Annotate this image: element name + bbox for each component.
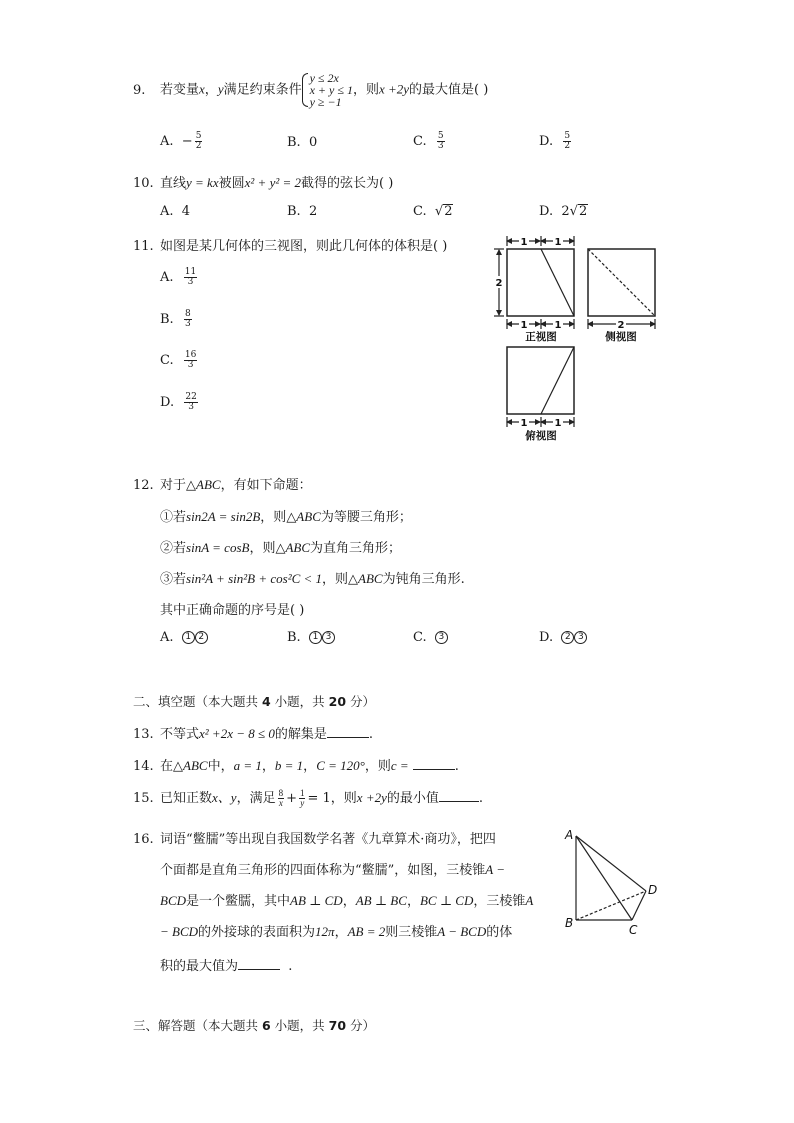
q9-stem-pre: 若变量 — [160, 82, 200, 98]
q9-option-a-label: A. — [160, 134, 174, 149]
q9-option-a-fraction: $\frac{5}{2}$ — [195, 131, 202, 151]
q11-option-b-fraction: $\frac{8}{3}$ — [184, 309, 191, 329]
q16-l4f: 则三棱锥 — [385, 925, 438, 940]
q11-number: 11. — [133, 239, 154, 254]
sec2-pre: 二、填空题（本大题共 — [133, 694, 262, 709]
q12-proposition-3 — [160, 568, 465, 587]
front-view-square — [507, 249, 574, 316]
q15-pre: 已知正数 — [160, 791, 213, 806]
top-view-label: 俯视图 — [525, 430, 557, 442]
q14-end: . — [454, 759, 459, 774]
q9-option-d[interactable] — [539, 132, 573, 151]
front-view-diagonal — [541, 249, 574, 316]
q16-number: 16. — [133, 832, 154, 847]
q12-stem-post: ，有如下命题： — [220, 478, 312, 493]
q16-text-2-math: A − — [485, 862, 506, 877]
front-top-dim-right: 1 — [554, 237, 562, 248]
vertex-A-label: A — [565, 828, 574, 842]
q11-option-c-label: C. — [160, 353, 174, 368]
q10-line-eq: y = kx — [186, 175, 219, 190]
q12-number: 12. — [133, 478, 154, 493]
q12-p3-mark: ③ — [160, 572, 174, 587]
q12-triangle: △ABC — [186, 477, 221, 492]
q10-option-d-label: D. — [539, 204, 554, 219]
q16-l3h: ，三棱锥 — [473, 894, 526, 909]
edge-BD-hidden — [576, 891, 646, 920]
q15-fraction-1: $\frac{8}{x}$ — [278, 788, 284, 808]
top-dim-left: 1 — [520, 418, 528, 429]
q9-option-d-fraction: $\frac{5}{2}$ — [564, 131, 571, 151]
sec3-count: 6 — [261, 1018, 271, 1033]
section-2-heading — [133, 692, 375, 710]
q11-option-c[interactable] — [160, 351, 199, 370]
q12-p2-mark: ② — [160, 541, 174, 556]
q10-stem-mid: 被圆 — [218, 176, 245, 191]
q13-inequality: x² +2x − 8 ≤ 0 — [199, 726, 275, 741]
sec2-points: 20 — [328, 694, 347, 709]
q9-constraint-2: x + y ≤ 1 — [309, 83, 353, 97]
q16-line-4 — [160, 921, 512, 940]
q11-option-a-fraction: $\frac{11}{3}$ — [184, 267, 197, 287]
q15-answer-blank[interactable] — [439, 789, 479, 802]
sec2-post: 分） — [346, 694, 376, 709]
q10-option-a-label: A. — [160, 204, 174, 219]
q10 — [133, 172, 393, 191]
q12-option-b-mark-1: 1 — [309, 631, 322, 644]
front-top-dim-left: 1 — [520, 237, 528, 248]
vertex-D-label: D — [648, 883, 658, 897]
q12-option-a-mark-2: 2 — [195, 631, 208, 644]
q12-option-a-label: A. — [160, 630, 174, 645]
q12-option-b-label: B. — [287, 630, 301, 645]
q9-option-c-fraction: $\frac{5}{3}$ — [437, 131, 444, 151]
q16-line-5 — [160, 955, 292, 974]
q16-text-2: 个面都是直角三角形的四面体称为“鳖臑”，如图，三棱锥 — [160, 863, 486, 878]
q16-l3e: AB ⊥ BC — [355, 893, 407, 908]
front-height-dim: 2 — [495, 278, 503, 289]
q9-stem-tail: 的最大值是( ) — [409, 82, 489, 98]
q11-option-d-label: D. — [160, 395, 175, 410]
q10-stem-pre: 直线 — [160, 176, 187, 191]
q14-ask: ，则 — [364, 759, 391, 774]
q16-l3c: AB ⊥ CD — [290, 893, 343, 908]
q12-ask: 其中正确命题的序号是( ) — [160, 603, 305, 618]
q12-p1-mark: ① — [160, 510, 174, 525]
vertex-C-label: C — [629, 923, 638, 936]
q16-answer-blank[interactable] — [238, 957, 280, 970]
top-view-square — [507, 347, 574, 414]
q16-tetrahedron-figure — [562, 826, 666, 936]
edge-AD — [576, 836, 646, 891]
q15-plus: + — [286, 791, 297, 806]
q16-l4d: ， — [334, 925, 348, 940]
q14-c-value: c = — [390, 758, 409, 773]
q9 — [133, 72, 488, 108]
q12-option-d-mark-1: 2 — [561, 631, 574, 644]
q15-equals: = 1 — [307, 791, 331, 806]
q11-option-c-fraction: $\frac{16}{3}$ — [184, 350, 197, 370]
q12-p2-tail: 为直角三角形； — [310, 541, 402, 556]
q11-three-view-figure — [494, 232, 666, 444]
q9-option-a-sign: − — [181, 134, 193, 149]
q12-option-c-label: C. — [413, 630, 427, 645]
q16-text-1: 词语“鳖臑”等出现自我国数学名著《九章算术·商功》，把四 — [160, 832, 496, 847]
q12-p2-equation: sinA = cosB — [186, 540, 250, 555]
q9-sep: ， — [204, 82, 218, 98]
q13-end: . — [368, 727, 374, 742]
q9-stem-mid: 满足约束条件 — [223, 82, 302, 98]
q12-option-c-mark-1: 3 — [435, 631, 448, 644]
q10-circle-eq: x² + y² = 2 — [244, 175, 302, 190]
q16-l4c: 12π — [315, 924, 335, 939]
vertex-B-label: B — [565, 916, 574, 930]
q16-l3f: ， — [406, 894, 420, 909]
q16-line-3 — [160, 890, 533, 909]
side-view-hidden-edge — [588, 249, 655, 316]
q14-mid: 中， — [207, 759, 234, 774]
q12-proposition-2 — [160, 537, 401, 556]
q10-option-a-value: 4 — [181, 204, 191, 219]
q12-option-b[interactable] — [287, 630, 335, 645]
q13-tail: 的解集是 — [274, 727, 327, 742]
q9-stem-post: ，则 — [352, 82, 379, 98]
front-bottom-dim-right: 1 — [554, 320, 562, 331]
q11-stem: 如图是某几何体的三视图，则此几何体的体积是( ) — [160, 239, 448, 254]
q9-option-c[interactable] — [413, 132, 447, 151]
q16-l4h: 的体 — [486, 925, 513, 940]
top-dim-right: 1 — [554, 418, 562, 429]
q13-answer-blank[interactable] — [327, 725, 369, 738]
q9-var-x: x — [199, 81, 205, 97]
q9-var-y: y — [217, 81, 224, 97]
q15-fraction-2: $\frac{1}{y}$ — [299, 788, 305, 808]
q12-option-c[interactable] — [413, 630, 448, 645]
q12-p3-pre: 若 — [173, 572, 187, 587]
q9-constraint-system — [302, 72, 353, 108]
q16-l3a: BCD — [160, 893, 186, 908]
sec3-pre: 三、解答题（本大题共 — [133, 1018, 262, 1033]
q14-a: a = 1 — [233, 758, 262, 773]
q12-p3-triangle: △ABC — [348, 571, 383, 586]
front-view-label: 正视图 — [525, 331, 557, 343]
q12-p1-post: ，则 — [260, 510, 287, 525]
side-view-label: 侧视图 — [605, 331, 637, 343]
top-view-diagonal — [541, 347, 574, 414]
q10-option-d-radicand: 2 — [578, 204, 588, 219]
q15-post: ，则 — [330, 791, 357, 806]
q9-option-a[interactable] — [160, 132, 204, 151]
q14: 14. 在△ABC中，a = 1，b = 1，C = 120°，则c = . — [133, 758, 459, 774]
sec3-post: 分） — [346, 1018, 376, 1033]
q15-expression: x +2y — [356, 790, 387, 805]
q16-l4a: − BCD — [160, 924, 199, 939]
q13-pre: 不等式 — [160, 727, 200, 742]
q9-option-b[interactable] — [287, 135, 317, 150]
q14-answer-blank[interactable] — [413, 757, 455, 770]
q12 — [133, 474, 312, 493]
q13-number: 13. — [133, 727, 154, 742]
q10-option-b-label: B. — [287, 204, 301, 219]
q16-line-1 — [133, 828, 496, 847]
q11 — [133, 235, 447, 254]
q16-l3d: ， — [342, 894, 356, 909]
q10-stem-tail: 截得的弦长为( ) — [301, 176, 394, 191]
q12-option-d[interactable] — [539, 630, 587, 645]
q12-stem-pre: 对于 — [160, 478, 187, 493]
q11-option-a[interactable] — [160, 268, 199, 287]
q15-end: . — [478, 791, 484, 806]
q15-mid: ，满足 — [236, 791, 276, 806]
q10-option-c[interactable]: C. √2 — [413, 204, 453, 219]
q16-l3b: 是一个鳖臑，其中 — [186, 894, 291, 909]
sec3-points: 70 — [328, 1018, 347, 1033]
q12-p2-pre: 若 — [173, 541, 187, 556]
q14-b: b = 1 — [274, 758, 304, 773]
q9-option-d-label: D. — [539, 134, 554, 149]
sec2-mid: 小题，共 — [270, 694, 329, 709]
q12-option-d-mark-2: 3 — [574, 631, 587, 644]
q16-l3g: BC ⊥ CD — [419, 893, 474, 908]
edge-CD — [632, 891, 646, 920]
q10-option-d[interactable]: D. 2√2 — [539, 204, 588, 219]
q11-option-d-fraction: $\frac{22}{3}$ — [185, 392, 197, 412]
q11-option-b-label: B. — [160, 312, 174, 327]
q9-option-b-label: B. — [287, 135, 301, 150]
q12-p3-equation: sin²A + sin²B + cos²C < 1 — [186, 571, 323, 586]
q9-option-c-label: C. — [413, 134, 427, 149]
q16-l5: 积的最大值为 — [160, 959, 239, 974]
q12-option-a-mark-1: 1 — [182, 631, 195, 644]
q12-p1-tail: 为等腰三角形； — [320, 510, 412, 525]
q14-pre: 在 — [160, 759, 174, 774]
q15-number: 15. — [133, 791, 154, 806]
q12-option-b-mark-2: 3 — [322, 631, 335, 644]
q16-l5-end: . — [288, 959, 293, 974]
q10-option-c-label: C. — [413, 204, 427, 219]
q12-p3-post: ，则 — [322, 572, 349, 587]
q9-expression: x +2y — [378, 81, 410, 97]
q10-option-a[interactable] — [160, 204, 190, 219]
q11-option-a-label: A. — [160, 270, 174, 285]
side-width-dim: 2 — [617, 320, 625, 331]
q12-p2-post: ，则 — [249, 541, 276, 556]
q10-option-b-value: 2 — [308, 204, 318, 219]
q16-l4e: AB = 2 — [347, 924, 386, 939]
q12-p1-equation: sin2A = sin2B — [186, 509, 261, 524]
front-bottom-dim-left: 1 — [520, 320, 528, 331]
q12-p1-triangle: △ABC — [286, 509, 321, 524]
section-3-heading — [133, 1016, 375, 1034]
q9-number: 9. — [133, 82, 146, 98]
q10-option-c-radicand: 2 — [444, 204, 453, 219]
q12-p1-pre: 若 — [173, 510, 187, 525]
q12-option-d-label: D. — [539, 630, 554, 645]
q16-l4b: 的外接球的表面积为 — [198, 925, 316, 940]
q9-constraint-3: y ≥ −1 — [309, 95, 342, 109]
q13 — [133, 723, 373, 742]
q14-triangle: △ABC — [173, 758, 208, 773]
q12-proposition-1 — [160, 506, 412, 525]
edge-AC — [576, 836, 632, 920]
q12-option-a[interactable] — [160, 630, 208, 645]
q11-option-d[interactable] — [160, 393, 200, 412]
q9-option-b-value: 0 — [308, 135, 318, 150]
q14-angle-c: C = 120° — [316, 758, 365, 773]
q10-option-d-coef: 2 — [561, 204, 570, 219]
q16-l3i: A — [525, 893, 534, 908]
q10-number: 10. — [133, 176, 154, 191]
q14-number: 14. — [133, 759, 154, 774]
q16-line-2 — [160, 859, 505, 878]
q10-option-b[interactable] — [287, 204, 317, 219]
q16-l4g: A − BCD — [437, 924, 487, 939]
q12-p2-triangle: △ABC — [275, 540, 311, 555]
q15-tail: 的最小值 — [386, 791, 439, 806]
q15-vars: x、y — [212, 790, 237, 805]
q15 — [133, 787, 483, 808]
sec2-count: 4 — [261, 694, 271, 709]
q11-option-b[interactable] — [160, 310, 194, 329]
sec3-mid: 小题，共 — [270, 1018, 329, 1033]
q9-constraint-1: y ≤ 2x — [309, 71, 339, 85]
q12-p3-tail: 为钝角三角形. — [382, 572, 465, 587]
